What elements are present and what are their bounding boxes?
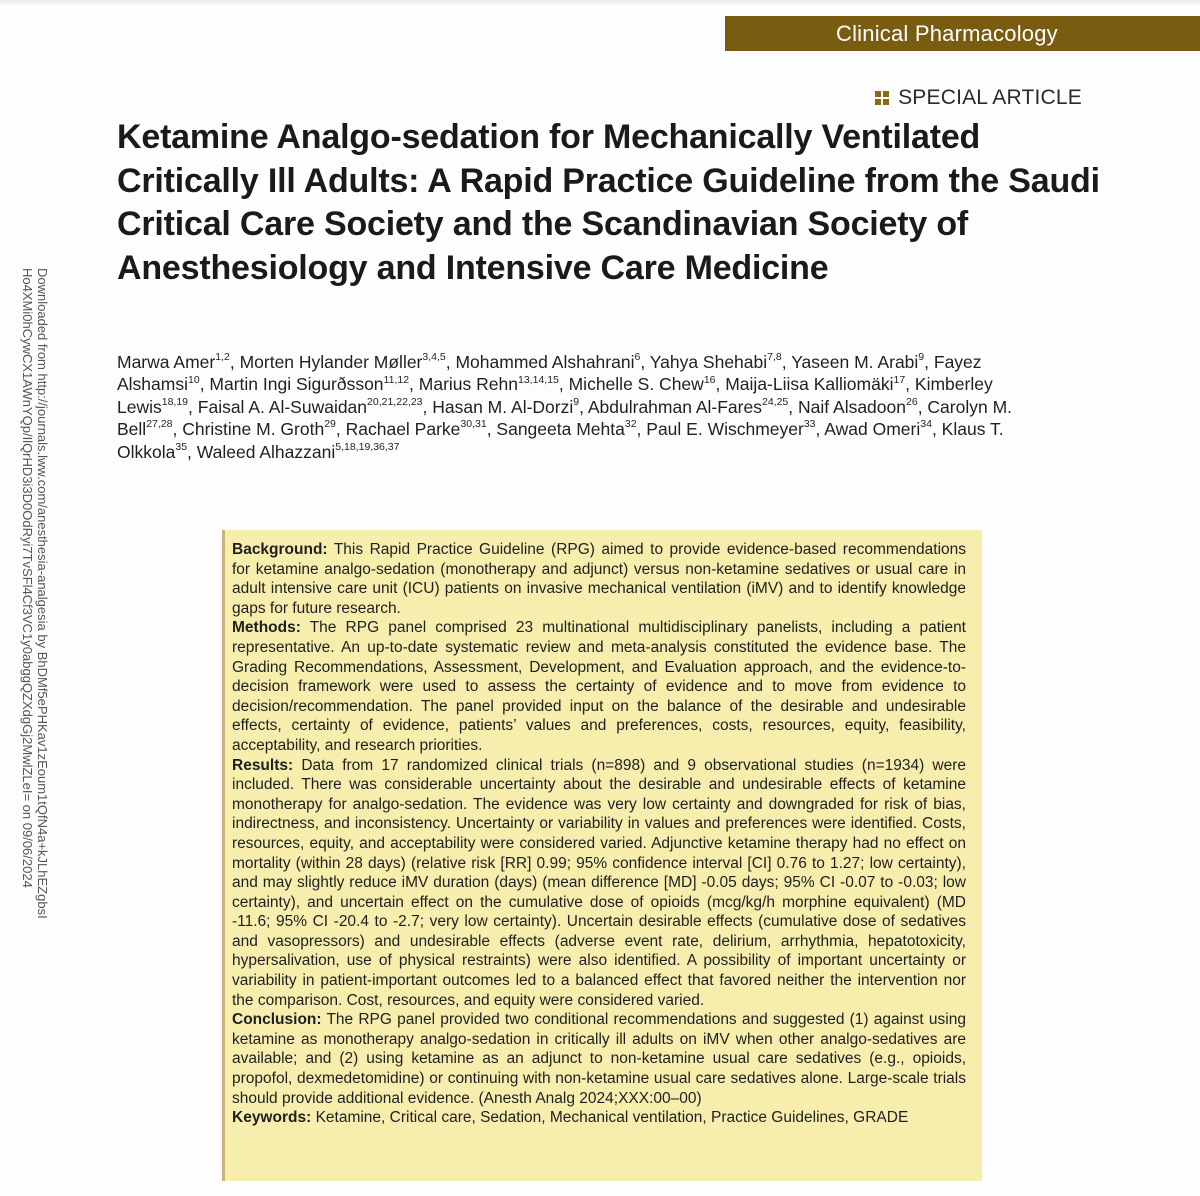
abstract-text bbox=[232, 540, 966, 1128]
author-affiliation: 17 bbox=[893, 373, 906, 386]
author bbox=[197, 442, 400, 462]
abstract-keywords bbox=[232, 1108, 966, 1128]
author-affiliation: 3,4,5 bbox=[422, 351, 446, 364]
author bbox=[419, 374, 559, 394]
author-affiliation: 6 bbox=[634, 351, 641, 364]
results-text: Data from 17 randomized clinical trials (n=898) and 9 observational studies (n=1934) were included. There was considerable uncertainty about the desirable and undesirable effects of ketamine monotherapy for analgo-sedation. The evidence was very low certainty and downgraded for risk of bias, indirectness, and inconsistency. Uncertainty or variability in values and preferences were identified. Costs, resources, equity, and acceptability were considered varied. Adjunctive ketamine therapy had no effect on mortality (within 28 days) (relative risk [RR] 0.99; 95% confidence interval [CI] 0.76 to 1.27; low certainty), and may slightly reduce iMV duration (days) (mean difference [MD] -0.05 days; 95% CI -0.07 to -0.03; low certainty), and uncertain effect on the cumulative dose of opioids (mcg/kg/h morphine equivalent) (MD -11.6; 95% CI -20.4 to -2.7; very low certainty). Uncertain desirable effects (cumulative dose of sedatives and vasopressors) and undesirable effects (adverse event rate, delirium, arrhythmia, hepatotoxicity, hypersalivation, use of physical restraints) were also identified. A possibility of important uncertainty or variability in patient-important outcomes led to a balanced effect that favored neither the intervention nor the comparison. Cost, resources, and equity were considered varied. bbox=[232, 756, 967, 1009]
author-affiliation: 34 bbox=[920, 418, 932, 431]
author-name: Paul E. Wischmeyer bbox=[646, 419, 804, 440]
author bbox=[798, 397, 918, 417]
author-name: Klaus T. Olkkola bbox=[117, 419, 1004, 462]
author-affiliation: 30,31 bbox=[460, 418, 487, 431]
author-affiliation: 32 bbox=[624, 418, 637, 431]
author-name: Abdulrahman Al-Fares bbox=[587, 396, 762, 417]
author bbox=[646, 419, 815, 439]
author bbox=[725, 374, 905, 394]
author-name: Rachael Parke bbox=[345, 419, 461, 440]
author bbox=[588, 397, 788, 417]
author-affiliation: 1,2 bbox=[215, 351, 230, 364]
author-name: Mohammed Alshahrani bbox=[455, 352, 635, 372]
author-name: Naif Alsadoon bbox=[798, 396, 906, 417]
author-affiliation: 18,19 bbox=[161, 395, 189, 408]
author-name: Marius Rehn bbox=[418, 374, 518, 395]
author bbox=[432, 397, 579, 417]
abstract-background bbox=[232, 540, 966, 618]
watermark-line-2: Ho4XMi0hCywCX1AWnYQp/IlQrHD3i3D0OdRyi7TvSFl4Cf3VC1y0abggQZXdgGj2MwlZLeI= on 09/06/2024 bbox=[20, 268, 35, 888]
article-type-label bbox=[875, 86, 1082, 110]
author-name: Maija-Liisa Kalliomäki bbox=[725, 374, 894, 395]
author bbox=[455, 352, 640, 372]
citation-text: (Anesth Analg 2024;XXX:00–00) bbox=[478, 1089, 702, 1107]
author-name: Yaseen M. Arabi bbox=[791, 352, 919, 372]
author-name: Waleed Alhazzani bbox=[196, 441, 336, 462]
article-title: Ketamine Analgo-sedation for Mechanically Ventilated Critically Ill Adults: A Rapid Practice Guideline from the Saudi Critical Care Society and the Scandinavian Society of Anesthesiology and Intensive Care Medicine bbox=[117, 118, 1100, 287]
author-affiliation: 7,8 bbox=[767, 351, 782, 364]
author bbox=[346, 419, 487, 439]
author bbox=[824, 419, 932, 439]
author-affiliation: 26 bbox=[906, 395, 918, 408]
author-affiliation: 5,18,19,36,37 bbox=[335, 440, 400, 453]
author-affiliation: 35 bbox=[175, 440, 188, 453]
page-top-edge bbox=[0, 0, 1200, 6]
abstract-conclusion bbox=[232, 1010, 966, 1108]
author-name: Yahya Shehabi bbox=[649, 352, 768, 372]
author-affiliation: 27,28 bbox=[146, 418, 173, 431]
author-affiliation: 29 bbox=[324, 418, 336, 431]
author-affiliation: 9 bbox=[573, 395, 580, 408]
author-affiliation: 10 bbox=[188, 373, 200, 386]
author bbox=[198, 397, 423, 417]
author-name: Fayez Alshamsi bbox=[117, 352, 982, 395]
author-name: Kimberley Lewis bbox=[117, 374, 993, 417]
author bbox=[569, 374, 716, 394]
author bbox=[182, 419, 336, 439]
author-affiliation: 11,12 bbox=[383, 373, 410, 386]
author bbox=[650, 352, 782, 372]
author-list: Marwa Amer$^{1,2}$, Morten Hylander Møller$^{3,4,5}$, Mohammed Alshahrani$^6$, Yahya Shehabi$^{7,8}$, Yaseen M. Arabi$^9$, Fayez Alshamsi$^{10}$, Martin Ingi Sigurðsson$^{11,12}$, Marius Rehn$^{13,14,15}$, Michelle S. Chew$^{16}$, Maija-Liisa Kalliomäki$^{17}$, Kimberley Lewis$^{18,19}$, Faisal A. Al-Suwaidan$^{20,21,22,23}$, Hasan M. Al-Dorzi$^9$, Abdulrahman Al-Fares$^{24,25}$, Naif Alsadoon$^{26}$, Carolyn M. Bell$^{27,28}$, Christine M. Groth$^{29}$, Rachael Parke$^{30,31}$, Sangeeta Mehta$^{32}$, Paul E. Wischmeyer$^{33}$, Awad Omeri$^{34}$, Klaus T. Olkkola$^{35}$, Waleed Alhazzani$^{5,18,19,36,37}$ bbox=[117, 351, 1013, 462]
author bbox=[209, 374, 409, 394]
author bbox=[117, 352, 230, 372]
conclusion-label: Conclusion: bbox=[232, 1011, 322, 1029]
results-label: Results: bbox=[232, 756, 294, 774]
author-affiliation: 13,14,15 bbox=[518, 373, 559, 386]
abstract-results bbox=[232, 756, 966, 1011]
author-name: Martin Ingi Sigurðsson bbox=[209, 374, 384, 395]
conclusion-text: The RPG panel provided two conditional recommendations and suggested (1) against using ketamine as monotherapy analgo-sedation in critically ill adults on iMV when other analgo-sedatives are available; and (2) using ketamine as an adjunct to non-ketamine usual care sedatives (e.g., opioids, propofol, dexmedetomidine) or continuing with non-ketamine usual care sedatives alone. Large-scale trials should provide additional evidence. bbox=[232, 1011, 966, 1107]
background-label: Background: bbox=[232, 541, 328, 558]
watermark-line-1: Downloaded from http://journals.lww.com/anesthesia-analgesia by BhDMf5ePHKav1zEoum1tQfN4a+kJLhEZgbsI bbox=[35, 268, 50, 919]
author-affiliation: 9 bbox=[918, 351, 925, 364]
author-affiliation: 20,21,22,23 bbox=[367, 395, 423, 408]
keywords-label: Keywords: bbox=[232, 1109, 312, 1127]
author-affiliation: 33 bbox=[803, 418, 816, 431]
section-banner: Clinical Pharmacology bbox=[725, 16, 1200, 51]
author-affiliation: 24,25 bbox=[761, 395, 789, 408]
background-text: This Rapid Practice Guideline (RPG) aimed to provide evidence-based recommendations for ketamine analgo-sedation (monotherapy and adjunct) versus non-ketamine sedatives or usual care in adult intensive care unit (ICU) patients on invasive mechanical ventilation (iMV) and to identify knowledge gaps for future research. bbox=[232, 541, 967, 617]
methods-text: The RPG panel comprised 23 multinational multidisciplinary panelists, including a patient representative. An up-to-date systematic review and meta-analysis constituted the evidence base. The Grading Recommendations, Assessment, Development, and Evaluation approach, and the evidence-to-decision framework were used to assess the certainty of evidence and to move from evidence to decision/recommendation. The panel provided input on the balance of the desirable and undesirable effects, certainty of evidence, patients’ values and preferences, costs, resources, equity, feasibility, acceptability, and research priorities. bbox=[232, 619, 966, 754]
author bbox=[791, 352, 924, 372]
author bbox=[240, 352, 446, 372]
keywords-text: Ketamine, Critical care, Sedation, Mechanical ventilation, Practice Guidelines, GRADE bbox=[315, 1109, 909, 1127]
author-name: Awad Omeri bbox=[824, 419, 921, 440]
author-name: Christine M. Groth bbox=[182, 419, 325, 440]
methods-label: Methods: bbox=[232, 619, 301, 637]
author-name: Faisal A. Al-Suwaidan bbox=[197, 396, 368, 417]
author-name: Michelle S. Chew bbox=[568, 374, 704, 395]
author-name: Carolyn M. Bell bbox=[117, 396, 1013, 440]
article-type-text: SPECIAL ARTICLE bbox=[898, 86, 1082, 109]
abstract-methods bbox=[232, 618, 966, 755]
author-name: Sangeeta Mehta bbox=[496, 419, 625, 440]
author bbox=[496, 419, 636, 439]
author-name: Hasan M. Al-Dorzi bbox=[432, 396, 574, 417]
author-name: Morten Hylander Møller bbox=[239, 352, 423, 372]
download-watermark bbox=[20, 268, 50, 919]
author-name: Marwa Amer bbox=[117, 352, 216, 372]
grid-squares-icon bbox=[875, 91, 889, 105]
author-affiliation: 16 bbox=[703, 373, 716, 386]
